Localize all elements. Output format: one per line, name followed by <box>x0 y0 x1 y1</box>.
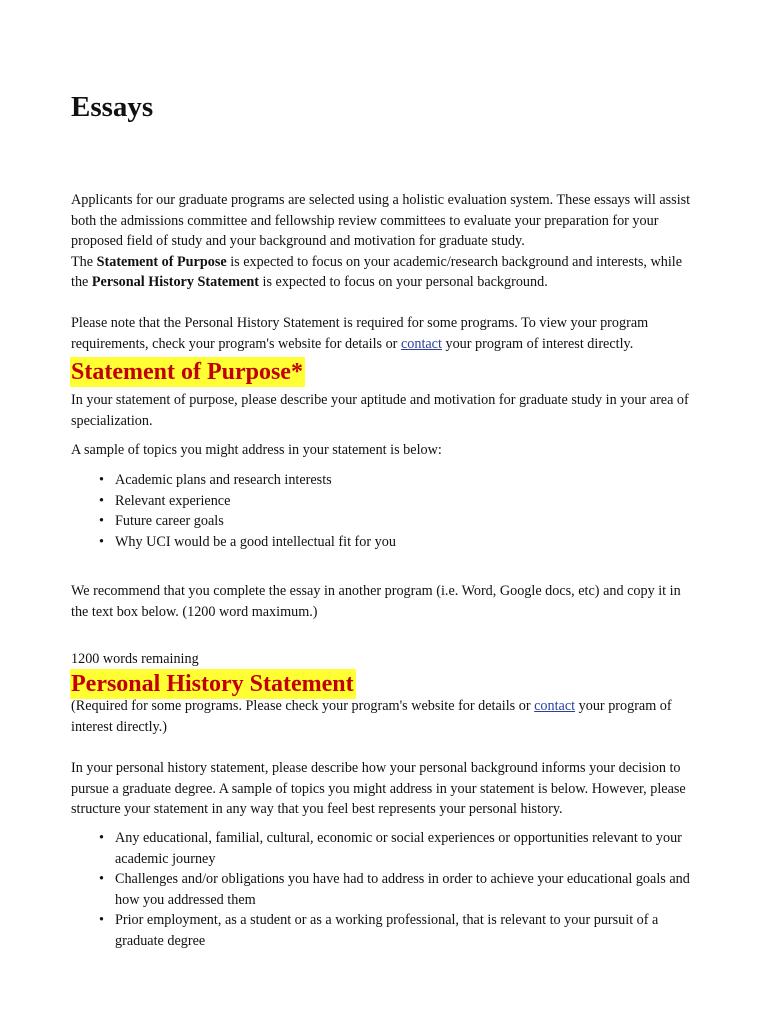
note-paragraph <box>71 313 701 354</box>
sop-topics-list <box>71 470 701 552</box>
sop-heading-wrap <box>71 357 701 387</box>
phs-topics-block <box>71 828 701 951</box>
phs-required-text: (Required for some programs. Please check your program's website for details or <box>71 698 531 714</box>
phs-description: In your personal history statement, please describe how your personal background informs your decision to pursue a graduate degree. A sample of topics you might address in your statement is below. However, please structure your statement in any way that you feel best represents your personal history. <box>71 760 686 817</box>
phs-required-text-after: your program of interest directly.) <box>71 698 672 735</box>
list-item: • Relevant experience <box>115 491 701 512</box>
contact-link[interactable]: contact <box>534 698 576 714</box>
word-counter: 1200 words remaining <box>71 651 199 667</box>
sop-topics-intro: A sample of topics you might address in your statement is below: <box>71 442 442 458</box>
intro-section <box>71 190 701 293</box>
phs-heading-wrap <box>71 669 701 699</box>
list-item: • Future career goals <box>115 511 701 532</box>
sop-topics-block <box>71 470 701 552</box>
list-item: • Prior employment, as a student or as a working professional, that is relevant to your pursuit of a graduate degree <box>115 910 701 951</box>
list-item: • Why UCI would be a good intellectual fit for you <box>115 532 701 553</box>
contact-link[interactable]: contact <box>400 335 442 352</box>
sop-topics-intro-block <box>71 440 701 461</box>
intro-paragraph: Applicants for our graduate programs are selected using a holistic evaluation system. These essays will assist both the admissions committee and fellowship review committees to evaluate your preparation for your proposed field of study and your background and motivation for graduate study. <box>71 192 691 249</box>
note-text-after: your program of interest directly. <box>445 335 634 352</box>
list-item: • Academic plans and research interests <box>115 470 701 491</box>
list-item: • Any educational, familial, cultural, economic or social experiences or opportunities relevant to your academic journey <box>115 828 701 869</box>
intro-middle: is expected to focus on your academic/research background and interests, while the <box>71 253 683 290</box>
phs-description-block <box>71 758 701 820</box>
page-title: Essays <box>71 91 154 123</box>
sop-heading: Statement of Purpose* <box>71 359 303 385</box>
sop-description: In your statement of purpose, please describe your aptitude and motivation for graduate study in your area of specialization. <box>71 392 689 429</box>
word-counter-block <box>71 649 701 670</box>
sop-recommendation-block <box>71 581 701 622</box>
note-section <box>71 313 701 354</box>
sop-term: Statement of Purpose <box>96 253 227 270</box>
sop-recommendation: We recommend that you complete the essay in another program (i.e. Word, Google docs, etc) and copy it in the text box below. (1200 word maximum.) <box>71 583 681 620</box>
list-item: • Challenges and/or obligations you have had to address in order to achieve your educational goals and how you addressed them <box>115 869 701 910</box>
intro-prefix: The <box>71 253 94 270</box>
phs-term: Personal History Statement <box>91 274 259 290</box>
note-text: Please note that the Personal History Statement is required for some programs. To view your program requirements, check your program's website for details or <box>71 315 649 352</box>
sop-description-block <box>71 390 701 431</box>
intro-suffix: is expected to focus on your personal background. <box>262 274 548 290</box>
phs-required-note <box>71 696 701 737</box>
intro-essay-types <box>71 252 701 293</box>
phs-heading: Personal History Statement <box>71 671 354 697</box>
phs-required-block <box>71 696 701 737</box>
phs-topics-list <box>71 828 701 951</box>
